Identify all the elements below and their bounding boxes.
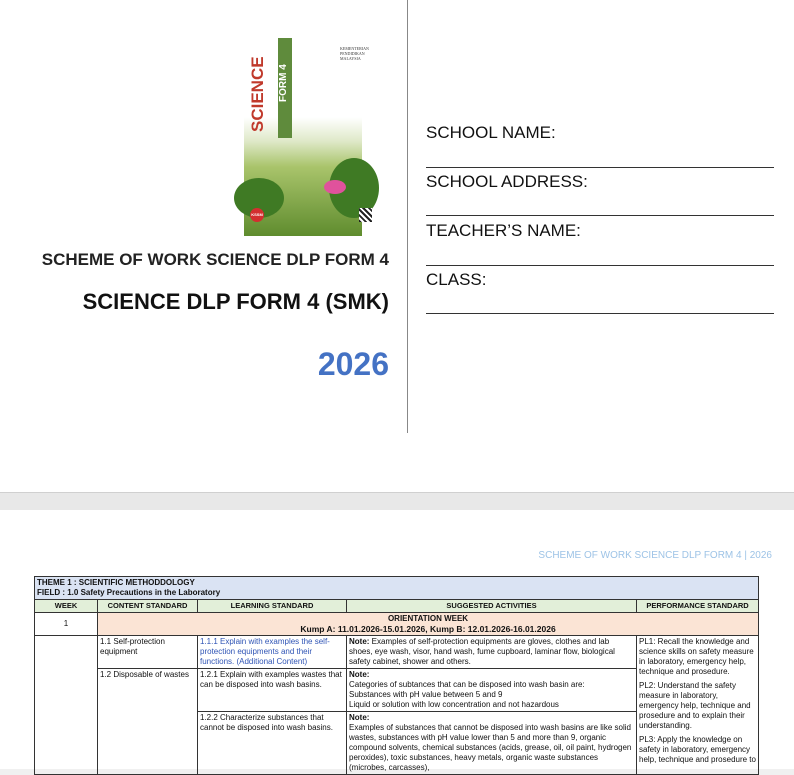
performance-standard: [637, 636, 759, 775]
suggested-activity: [347, 712, 637, 775]
table-row: [35, 636, 759, 669]
teacher-name-line: [426, 265, 774, 266]
publisher-logo: KEMENTERIAN PENDIDIKAN MALAYSIA: [340, 46, 369, 61]
orientation-title: ORIENTATION WEEK: [387, 614, 469, 623]
activity-text: Examples of self-protection equipments are gloves, clothes and lab shoes, eye wash, visor, hand wash, fume cupboard, laminar flow, biological safety cabinet, shower and others.: [349, 637, 615, 666]
learning-standard: 1.2.2 Characterize substances that cannot be disposed into wash basins.: [198, 712, 347, 775]
divider: [407, 0, 408, 433]
document-year: 2026: [317, 346, 389, 382]
note-label: Note:: [349, 670, 370, 679]
pl1: PL1: Recall the knowledge and science skills on safety measure in laboratory, emergency help, technique and prosedure.: [639, 637, 754, 676]
learning-standard: 1.2.1 Explain with examples wastes that can be disposed into wash basins.: [198, 669, 347, 712]
book-cover-image: [244, 38, 369, 236]
column-header-row: [35, 600, 759, 613]
class-label: CLASS:: [426, 270, 487, 289]
col-suggested-activities: SUGGESTED ACTIVITIES: [347, 600, 637, 613]
page-header: SCHEME OF WORK SCIENCE DLP FORM 4 | 2026: [538, 550, 772, 561]
school-address-line: [426, 215, 774, 216]
suggested-activity: [347, 636, 637, 669]
activity-text: Examples of substances that cannot be disposed into wash basins are like solid wastes, substances with pH value lower than 5 and more than 9, organic compound solvents, chemical substances (acids, grease, oil, oil paint, hydrogen peroxides), toxic substances, heavy metals, organic waste substances (microbes, carcasses),: [349, 723, 632, 772]
note-label: Note:: [349, 637, 370, 646]
kssm-badge: KSSM: [250, 208, 264, 222]
week-cell: [35, 636, 98, 775]
activity-line: Categories of subtances that can be disposed into wash basin are:: [349, 680, 585, 689]
theme-row: [35, 577, 759, 600]
flower-icon: [324, 180, 346, 194]
qr-code-icon: [359, 208, 372, 222]
pl3: PL3: Apply the knowledge on safety in laboratory, emergency help, technique and prosedure to: [639, 735, 756, 764]
document-subheading: SCIENCE DLP FORM 4 (SMK): [82, 289, 389, 314]
theme-text: THEME 1 : SCIENTIFIC METHODDOLOGY: [37, 578, 195, 587]
content-standard: 1.1 Self-protection equipment: [98, 636, 198, 669]
cover-subtitle: FORM 4: [278, 64, 289, 102]
col-learning-standard: LEARNING STANDARD: [198, 600, 347, 613]
col-week: WEEK: [35, 600, 98, 613]
pl2: PL2: Understand the safety measure in laboratory, emergency help, technique and prosedure and to explain their understanding.: [639, 681, 751, 730]
document-heading: SCHEME OF WORK SCIENCE DLP FORM 4: [41, 250, 389, 269]
content-standard: 1.2 Disposable of wastes: [98, 669, 198, 775]
field-text: FIELD : 1.0 Safety Precautions in the Laboratory: [37, 588, 221, 597]
school-name-label: SCHOOL NAME:: [426, 123, 556, 142]
col-performance-standard: PERFORMANCE STANDARD: [637, 600, 759, 613]
school-name-line: [426, 167, 774, 168]
week-number: 1: [35, 613, 98, 636]
scheme-table: [34, 576, 759, 775]
col-content-standard: CONTENT STANDARD: [98, 600, 198, 613]
activity-line: Substances with pH value between 5 and 9: [349, 690, 503, 699]
orientation-cell: [98, 613, 759, 636]
suggested-activity: [347, 669, 637, 712]
week-row: [35, 613, 759, 636]
teacher-name-label: TEACHER’S NAME:: [426, 221, 581, 240]
scheme-page: [0, 510, 794, 772]
note-label: Note:: [349, 713, 370, 722]
orientation-dates: Kump A: 11.01.2026-15.01.2026, Kump B: 12.01.2026-16.01.2026: [300, 624, 556, 634]
page-separator: [0, 492, 794, 510]
cover-title: SCIENCE: [248, 56, 267, 132]
school-address-label: SCHOOL ADDRESS:: [426, 172, 588, 191]
activity-line: Liquid or solution with low concentration and not hazardous: [349, 700, 559, 709]
learning-standard: 1.1.1 Explain with examples the self-protection equipments and their functions. (Additional Content): [198, 636, 347, 669]
class-line: [426, 313, 774, 314]
